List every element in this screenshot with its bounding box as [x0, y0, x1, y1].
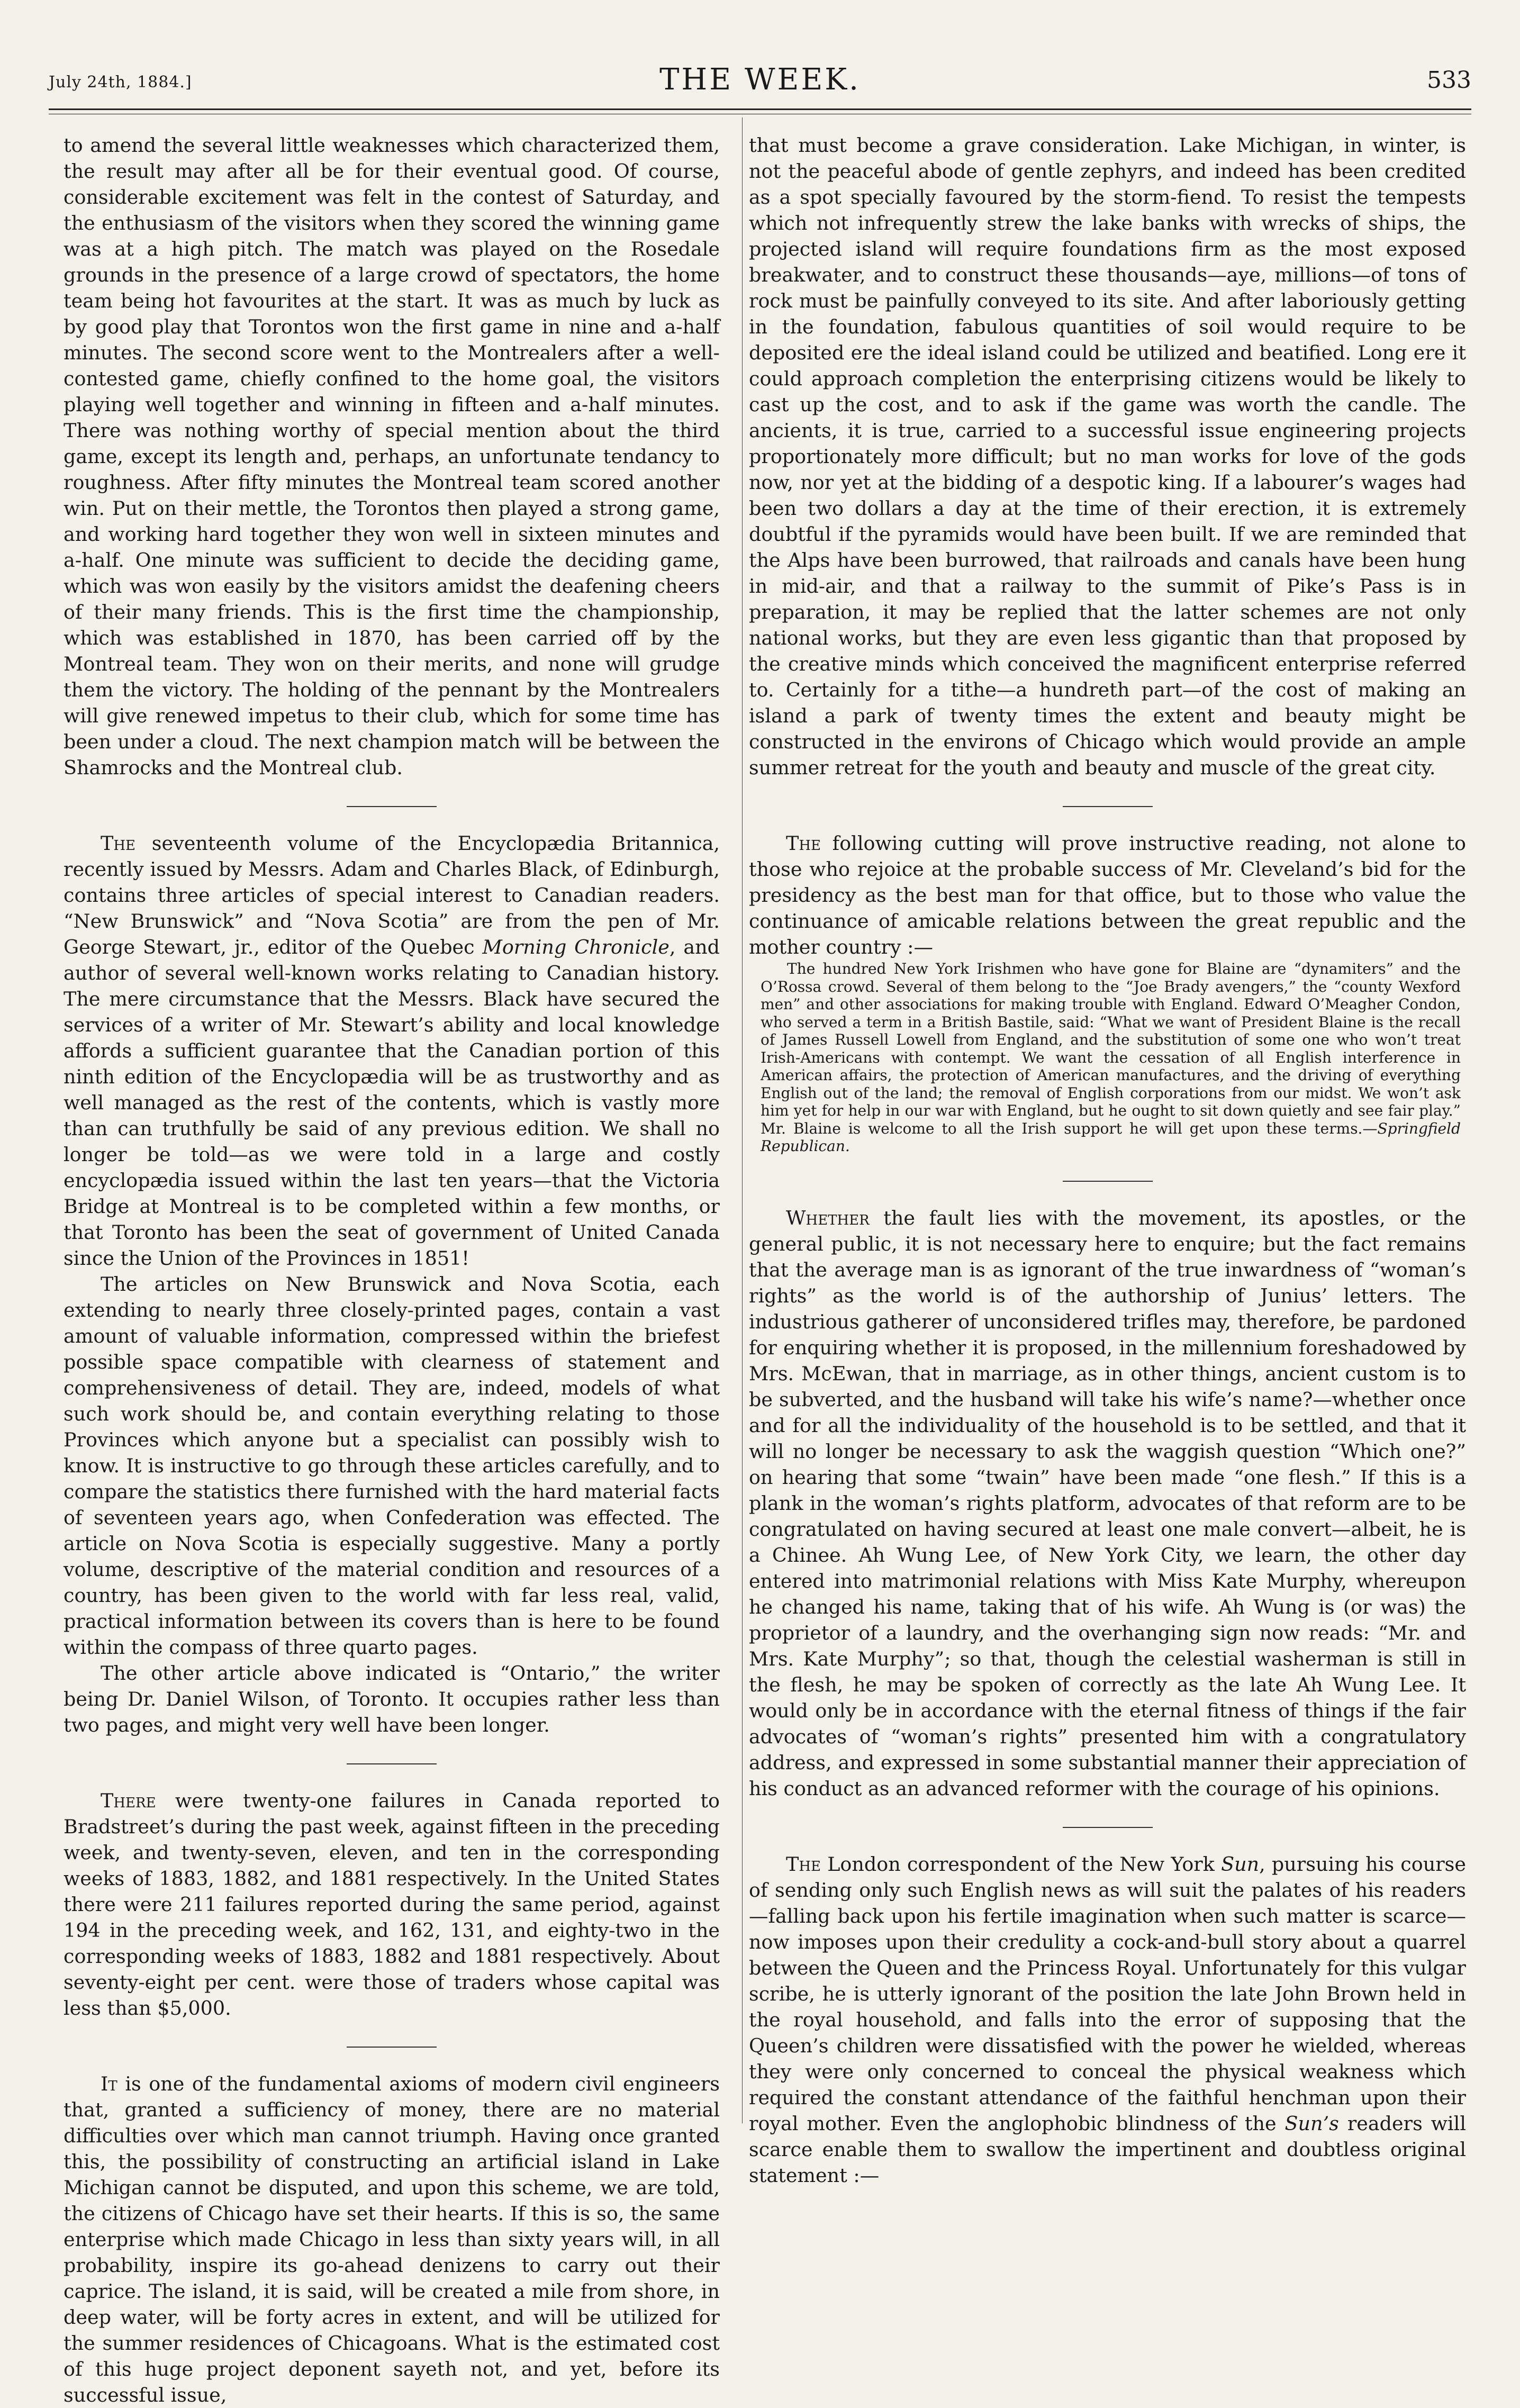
encyclopaedia-paragraph: [64, 830, 720, 1271]
lead-word: The: [786, 1852, 821, 1876]
issue-date: July 24th, 1884.]: [49, 73, 192, 92]
section-separator: [1063, 1181, 1153, 1182]
lead-word: The: [101, 832, 135, 855]
articles-paragraph: The articles on New Brunswick and Nova Scotia, each extending to nearly three closely-printed pages, contain a vast amount of valuable information, compressed within the briefest possible space compatible with clearness of statement and comprehensiveness of detail. They are, indeed, models of what such work should be, and contain everything relating to those Provinces which anyone but a specialist can possibly wish to know. It is instructive to go through these articles carefully, and to compare the statistics there furnished with the hard material facts of seventeen years ago, when Confederation was effected. The article on Nova Scotia is especially suggestive. Many a portly volume, descriptive of the material condition and resources of a country, has been given to the world with far less real, valid, practical information between its covers than is here to be found within the compass of three quarto pages.: [64, 1273, 720, 1659]
section-separator: [347, 2047, 437, 2048]
section-separator: [1063, 806, 1153, 807]
section-separator: [1063, 1827, 1153, 1828]
london-correspondent-paragraph: [749, 1851, 1466, 2188]
paragraph-text: , and author of several well-known works relating to Canadian history. The mere circumstance that the Messrs. Black have secured the services of a writer of Mr. Stewart’s ability and local knowledge affords a sufficient guarantee that the Canadian portion of this ninth edition of the Encyclopædia will be as trustworthy and as well managed as the rest of the contents, which is vastly more than can truthfully be said of any previous edition. We shall no longer be told—as we were told in a large and costly encyclopædia issued within the last ten years—that the Victoria Bridge at Montreal is to be completed within a few months, or that Toronto has been the seat of government of United Canada since the Union of the Provinces in 1851!: [64, 936, 720, 1270]
section-separator: [347, 806, 437, 807]
failures-paragraph: [64, 1788, 720, 2021]
paragraph-text: is one of the fundamental axioms of modern civil engineers that, granted a sufficiency of money, there are no material difficulties over which man cannot triumph. Having once granted this, the possibility of constructing an artificial island in Lake Michigan cannot be disputed, and upon this scheme, we are told, the citizens of Chicago have set their hearts. If this is so, the same enterprise which made Chicago in less than sixty years will, in all probability, inspire its go-ahead denizens to carry out their caprice. The island, it is said, will be created a mile from shore, in deep water, will be forty acres in extent, and will be utilized for the summer residences of Chicagoans. What is the estimated cost of this huge project deponent sayeth not, and yet, before its successful issue,: [64, 2072, 720, 2406]
header-rule-thick: [49, 108, 1471, 110]
column-divider: [742, 117, 743, 2123]
lead-word: It: [101, 2072, 117, 2095]
womans-rights-paragraph: [749, 1205, 1466, 1802]
paragraph-text: readers will scarce enable them to swallow the impertinent and doubtless original statement :—: [749, 2112, 1466, 2187]
masthead: THE WEEK.: [659, 62, 861, 97]
right-column: [749, 132, 1466, 2188]
paragraph-text: London correspondent of the New York: [821, 1852, 1222, 1876]
paragraph-text: were twenty-one failures in Canada reported to Bradstreet’s during the past week, against fifteen in the preceding week, and twenty-seven, eleven, and ten in the corresponding weeks of 1883, 1882, and 1881 respectively. In the United States there were 211 failures reported during the same period, against 194 in the preceding week, and 162, 131, and eighty-two in the corresponding weeks of 1883, 1882 and 1881 respectively. About seventy-eight per cent. were those of traders whose capital was less than $5,000.: [64, 1789, 720, 2020]
ontario-paragraph: The other article above indicated is “Ontario,” the writer being Dr. Daniel Wilson, of Toronto. It occupies rather less than two pages, and might very well have been longer.: [64, 1662, 720, 1736]
newspaper-title: Morning Chronicle: [482, 936, 669, 958]
quote-source: Springfield Republican.: [761, 1119, 1461, 1155]
island-paragraph: [64, 2071, 720, 2408]
paragraph-text: , pursuing his course of sending only such English news as will suit the palates of his readers—falling back upon his fertile imagination when such matter is scarce—now imposes upon their credulity a cock-and-bull story about a quarrel between the Queen and the Princess Royal. Unfortunately for this vulgar scribe, he is utterly ignorant of the position the late John Brown held in the royal household, and falls into the error of supposing that the Queen’s children were dissatisfied with the power he wielded, whereas they were only concerned to conceal the physical weakness which required the constant attendance of the faithful henchman upon their royal mother. Even the anglophobic blindness of the: [749, 1852, 1466, 2135]
quote-text: The hundred New York Irishmen who have gone for Blaine are “dynamiters” and the O’Rossa crowd. Several of them belong to the “Joe Brady avengers,” the “county Wexford men” and other associations for making trouble with England. Edward O’Meagher Condon, who served a term in a British Bastile, said: “What we want of President Blaine is the recall of James Russell Lowell from England, and the substitution of some one who won’t treat Irish-Americans with contempt. We want the cessation of all English interference in American affairs, the protection of American manufactures, and the driving of everything English out of the land; the removal of English corporations from our midst. We won’t ask him yet for help in our war with England, but he ought to sit down quietly and see fair play.” Mr. Blaine is welcome to all the Irish support he will get upon these terms.—: [761, 960, 1461, 1137]
quoted-cutting: [761, 960, 1461, 1155]
left-column: [64, 132, 720, 2408]
cutting-intro-paragraph: [749, 830, 1466, 960]
paragraph-text: following cutting will prove instructive reading, not alone to those who rejoice at the probable success of Mr. Cleveland’s bid for the presidency as the best man for that office, but to those who value the continuance of amicable relations between the great republic and the mother country :—: [749, 832, 1466, 958]
newspaper-title: Sun: [1221, 1852, 1260, 1876]
paragraph-text: the fault lies with the movement, its apostles, or the general public, it is not necessary here to enquire; but the fact remains that the average man is as ignorant of the true inwardness of “woman’s rights” as the world is of the authorship of Junius’ letters. The industrious gatherer of unconsidered trifles may, therefore, be pardoned for enquiring whether it is proposed, in the millennium foreshadowed by Mrs. McEwan, that in marriage, as in other things, ancient custom is to be subverted, and the husband will take his wife’s name?—whether once and for all the individuality of the household is to be settled, and that it will no longer be necessary to ask the waggish question “Which one?” on hearing that some “twain” have been made “one flesh.” If this is a plank in the woman’s rights platform, advocates of that reform are to be congratulated on having secured at least one male convert—albeit, he is a Chinee. Ah Wung Lee, of New York City, we learn, the other day entered into matrimonial relations with Miss Kate Murphy, whereupon he changed his name, taking that of his wife. Ah Wung is (or was) the proprietor of a laundry, and the overhanging sign now reads: “Mr. and Mrs. Kate Murphy”; so that, though the celestial washerman is still in the flesh, he may be spoken of correctly as the late Ah Wung Lee. It would only be in accordance with the eternal fitness of things if the fair advocates of “woman’s rights” presented him with a congratulatory address, and expressed in some substantial manner their appreciation of his conduct as an advanced reformer with the courage of his opinions.: [749, 1206, 1466, 1800]
paragraph-text: seventeenth volume of the Encyclopædia Britannica, recently issued by Messrs. Adam and Charles Black, of Edinburgh, contains three articles of special interest to Canadian readers. “New Brunswick” and “Nova Scotia” are from the pen of Mr. George Stewart, jr., editor of the Quebec: [64, 832, 720, 958]
page-number: 533: [1427, 67, 1471, 94]
lead-word: The: [786, 832, 821, 855]
lead-word: There: [101, 1789, 156, 1812]
island-continuation-paragraph: that must become a grave consideration. Lake Michigan, in winter, is not the peaceful abode of gentle zephyrs, and indeed has been credited as a spot specially favoured by the storm-fiend. To resist the tempests which not infrequently strew the lake banks with wrecks of ships, the projected island will require foundations firm as the most exposed breakwater, and to construct these thousands—aye, millions—of tons of rock must be painfully conveyed to its site. And after laboriously getting in the foundation, fabulous quantities of soil would require to be deposited ere the ideal island could be utilized and beatified. Long ere it could approach completion the enterprising citizens would be likely to cast up the cost, and to ask if the game was worth the candle. The ancients, it is true, carried to a successful issue engineering projects proportionately more difficult; but no man works for love of the gods now, nor yet at the bidding of a despotic king. If a labourer’s wages had been two dollars a day at the time of their erection, it is extremely doubtful if the pyramids would have been built. If we are reminded that the Alps have been burrowed, that railroads and canals have been hung in mid-air, and that a railway to the summit of Pike’s Pass is in preparation, it may be replied that the latter schemes are not only national works, but they are even less gigantic than that proposed by the creative minds which conceived the magnificent enterprise referred to. Certainly for a tithe—a hundreth part—of the cost of making an island a park of twenty times the extent and beauty might be constructed in the environs of Chicago which would provide an ample summer retreat for the youth and beauty and muscle of the great city.: [749, 134, 1466, 779]
page-header: [49, 62, 1471, 105]
lead-word: Whether: [786, 1206, 870, 1229]
lacrosse-paragraph: to amend the several little weaknesses which characterized them, the result may after all be for their eventual good. Of course, considerable excitement was felt in the contest of Saturday, and the enthusiasm of the visitors when they scored the winning game was at a high pitch. The match was played on the Rosedale grounds in the presence of a large crowd of spectators, the home team being hot favourites at the start. It was as much by luck as by good play that Torontos won the first game in nine and a-half minutes. The second score went to the Montrealers after a well-contested game, chiefly confined to the home goal, the visitors playing well together and winning in fifteen and a-half minutes. There was nothing worthy of special mention about the third game, except its length and, perhaps, an unfortunate tendancy to roughness. After fifty minutes the Montreal team scored another win. Put on their mettle, the Torontos then played a strong game, and working hard together they won well in sixteen minutes and a-half. One minute was sufficient to decide the deciding game, which was won easily by the visitors amidst the deafening cheers of their many friends. This is the first time the championship, which was established in 1870, has been carried off by the Montreal team. They won on their merits, and none will grudge them the victory. The holding of the pennant by the Montrealers will give renewed impetus to their club, which for some time has been under a cloud. The next champion match will be between the Shamrocks and the Montreal club.: [64, 134, 720, 779]
newspaper-title: Sun’s: [1284, 2112, 1339, 2135]
section-separator: [347, 1763, 437, 1764]
